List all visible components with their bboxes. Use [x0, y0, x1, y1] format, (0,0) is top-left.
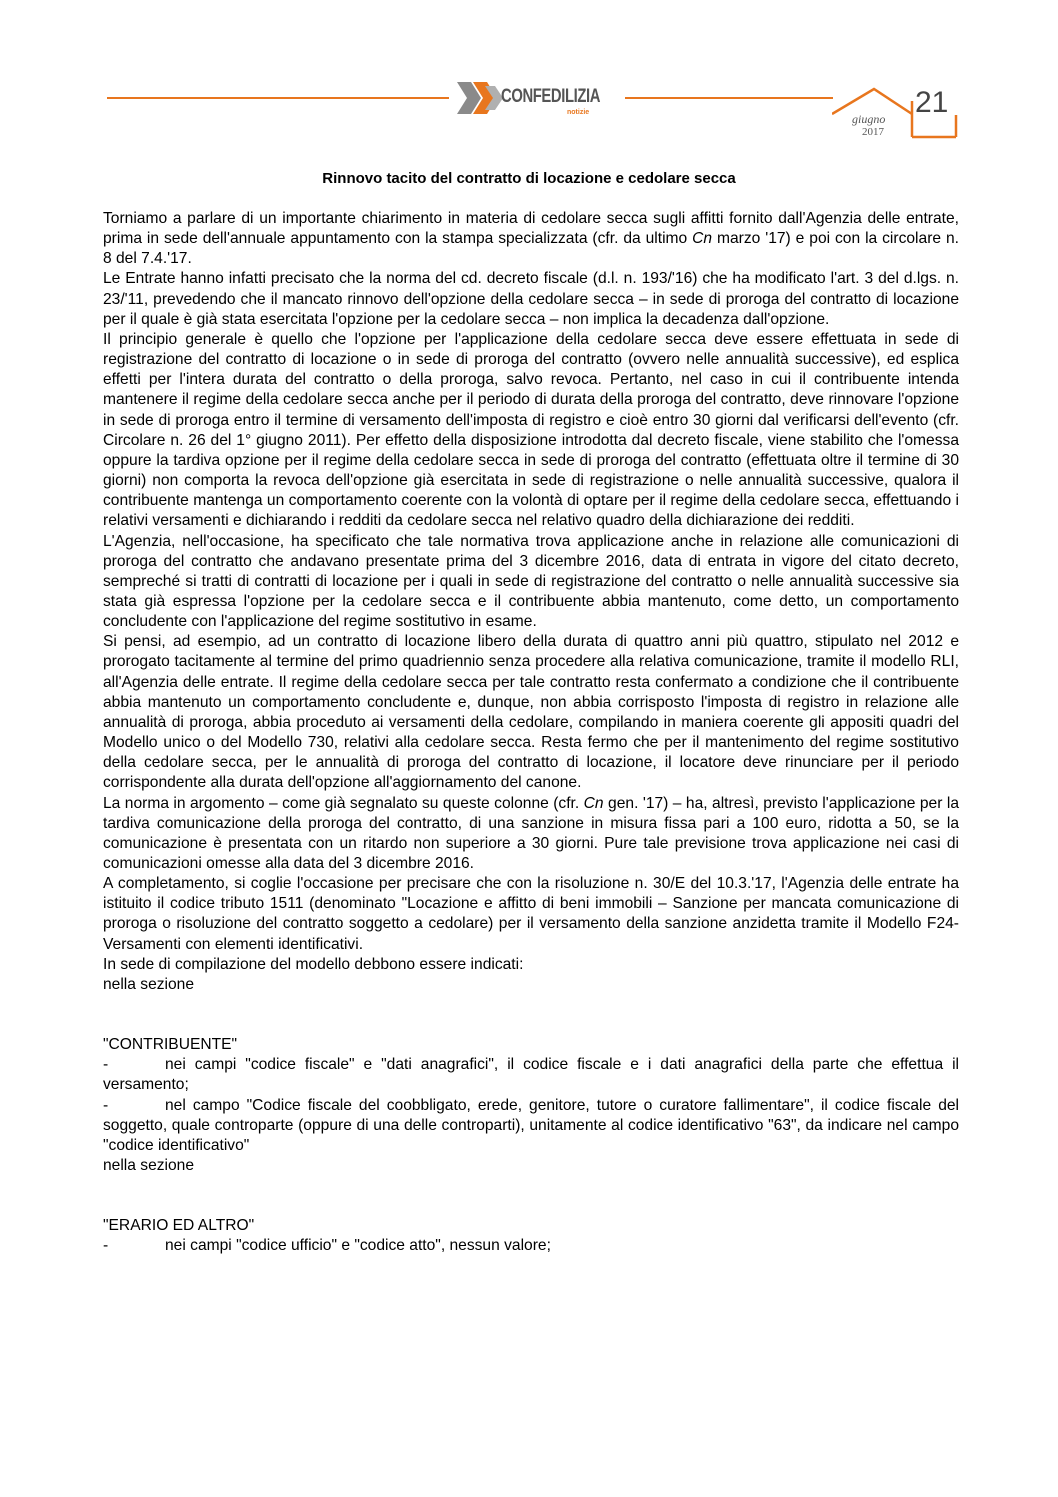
logo-text: CONFEDILIZIA: [501, 86, 601, 107]
list-item: - nei campi "codice fiscale" e "dati anagrafici", il codice fiscale e i dati anagrafici della parte che effettua il versamento;: [103, 1056, 959, 1094]
confedilizia-logo: [455, 76, 623, 122]
logo-mark-icon: [455, 76, 505, 116]
paragraph-1: Torniamo a parlare di un importante chiarimento in materia di cedolare secca sugli affitti fornito dall'Agenzia delle entrate, prima in sede dell'annuale appuntamento con la stampa specializzata (cfr. da ultimo Cn marzo '17) e poi con la circolare n. 8 del 7.4.'17.: [103, 210, 959, 268]
header-rule-right: [625, 97, 833, 99]
issue-month: giugno: [852, 112, 886, 126]
issue-year: 2017: [862, 126, 884, 138]
section-title-erario: "ERARIO ED ALTRO": [103, 1217, 255, 1235]
article-body: [103, 209, 959, 1257]
paragraph-8: In sede di compilazione del modello debbono essere indicati:: [103, 955, 524, 973]
list-item: - nel campo "Codice fiscale del coobbligato, erede, genitore, tutore o curatore fallimentare", il codice fiscale del soggetto, quale controparte (oppure di una delle controparti), unitamente al codice identificativo "63", da indicare nel campo "codice identificativo": [103, 1096, 959, 1154]
paragraph-2: Le Entrate hanno infatti precisato che la norma del cd. decreto fiscale (d.l. n. 193/'16) che ha modificato l'art. 3 del d.lgs. n. 23/'11, prevedendo che il mancato rinnovo dell'opzione della cedolare secca – in sede di proroga del contratto di locazione per il quale è già stata esercitata l'opzione per la cedolare secca – non implica la decadenza dall'opzione.: [103, 270, 959, 328]
article-title: Rinnovo tacito del contratto di locazione e cedolare secca: [322, 170, 736, 187]
paragraph-4: L'Agenzia, nell'occasione, ha specificato che tale normativa trova applicazione anche in relazione alle comunicazioni di proroga del contratto che andavano presentate prima del 3 dicembre 2016, data di entrata in vigore del citato decreto, sempreché si tratti di contratti di locazione per i quali in sede di registrazione del contratto o nelle annualità successive sia stata già espressa l'opzione per la cedolare secca e il contribuente abbia mantenuto, come detto, un comportamento concludente con l'applicazione del regime sostitutivo in esame.: [103, 532, 959, 631]
paragraph-5: Si pensi, ad esempio, ad un contratto di locazione libero della durata di quattro anni più quattro, stipulato nel 2012 e prorogato tacitamente al termine del primo quadriennio senza procedere alla relativa comunicazione, tramite il modello RLI, all'Agenzia delle entrate. Il regime della cedolare secca per tale contratto resta confermato a condizione che il contribuente abbia mantenuto un comportamento concludente e, dunque, non abbia corrisposto l'imposta di registro in relazione alle annualità di proroga, abbia proceduto ai versamenti della cedolare, compilando in maniera coerente gli appositi quadri del Modello unico o del Modello 730, relativi alla cedolare secca. Resta fermo che per il mantenimento del regime sostitutivo della cedolare secca, per le annualità di proroga del contratto di locazione, il locatore deve rinunciare per il periodo corrispondente alla durata dell'opzione all'aggiornamento del canone.: [103, 633, 959, 792]
paragraph-3: Il principio generale è quello che l'opzione per l'applicazione della cedolare secca deve essere effettuata in sede di registrazione del contratto di locazione o in sede di proroga del contratto (ovvero nelle annualità successive), ed esplica effetti per l'intera durata del contratto o della proroga, salvo revoca. Pertanto, nel caso in cui il contribuente intenda mantenere il regime della cedolare secca anche per il periodo di durata della proroga del contratto, deve rinnovare l'opzione in sede di proroga entro il termine di versamento dell'imposta di registro e cioè entro 30 giorni dal verificarsi dell'evento (cfr. Circolare n. 26 del 1° giugno 2011). Per effetto della disposizione introdotta dal decreto fiscale, viene stabilito che l'omessa oppure la tardiva opzione per il regime della cedolare secca in sede di proroga del contratto (effettuata oltre il termine di 30 giorni) non comporta la revoca dell'opzione già esercitata in sede di registrazione o nelle annualità successive, qualora il contribuente mantenga un comportamento coerente con la volontà di optare per il regime della cedolare secca, effettuando i relativi versamenti e dichiarando i redditi da cedolare secca nel relativo quadro della dichiarazione dei redditi.: [103, 330, 959, 530]
header-rule-left: [107, 97, 449, 99]
section-title-contribuente: "CONTRIBUENTE": [103, 1036, 238, 1054]
logo-subtext: notizie: [567, 109, 590, 116]
paragraph-7: A completamento, si coglie l'occasione per precisare che con la risoluzione n. 30/E del 10.3.'17, l'Agenzia delle entrate ha istituito il codice tributo 1511 (denominato "Locazione e affitto di beni immobili – Sanzione per mancata comunicazione di proroga o risoluzione del contratto soggetto a cedolare) per il versamento della sanzione anzidetta tramite il Modello F24-Versamenti con elementi identificativi.: [103, 875, 959, 953]
paragraph-6: La norma in argomento – come già segnalato su queste colonne (cfr. Cn gen. '17) – ha, altresì, previsto l'applicazione per la tardiva comunicazione della proroga del contratto, di una sanzione in misura fissa pari a 100 euro, ridotta a 50, se la comunicazione è presentata con un ritardo non superiore a 30 giorni. Pure tale previsione trova applicazione nei casi di comunicazioni omesse alla data del 3 dicembre 2016.: [103, 794, 959, 872]
list-item: - nei campi "codice ufficio" e "codice atto", nessun valore;: [103, 1237, 551, 1255]
issue-number: 21: [915, 86, 949, 119]
section-intro-1: nella sezione: [103, 975, 195, 993]
section-intro-2: nella sezione: [103, 1157, 195, 1175]
